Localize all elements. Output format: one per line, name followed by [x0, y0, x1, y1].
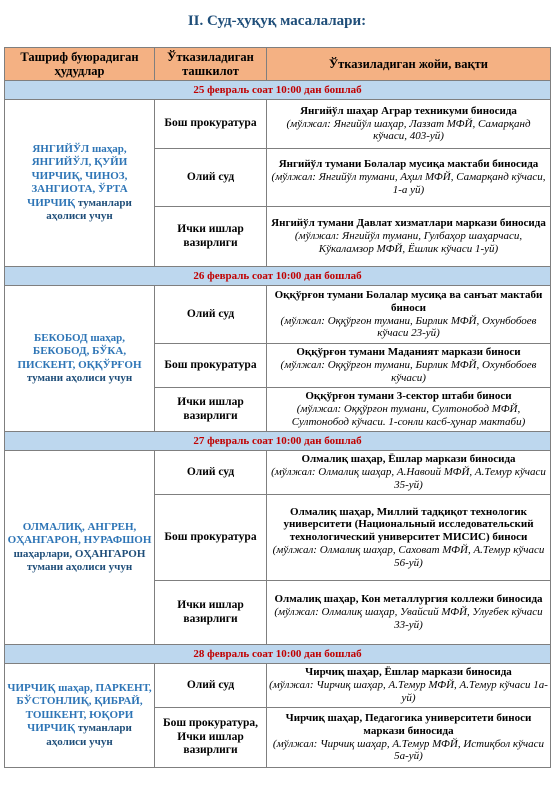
venue-name: Янгийўл шаҳар Аграр техникуми биносида	[300, 104, 517, 117]
venue-address: (мўлжал: Олмалиқ шаҳар, Саховат МФЙ, А.Темур кўчаси 56-уй)	[272, 543, 545, 569]
date-row	[5, 267, 551, 286]
org-cell: Олий суд	[155, 451, 267, 495]
org-cell: Олий суд	[155, 664, 267, 708]
org-cell: Олий суд	[155, 149, 267, 207]
table-row	[5, 664, 551, 708]
schedule-table	[4, 47, 551, 768]
district-names: ЯНГИЙЎЛ шаҳар, ЯНГИЙЎЛ, ҚУЙИ ЧИРЧИҚ, ЧИНОЗ, ЗАНГИОТА, ЎРТА ЧИРЧИҚ	[27, 142, 128, 209]
org-cell: Ички ишлар вазирлиги	[155, 388, 267, 432]
venue-address: (мўлжал: Оққўрғон тумани, Бирлик МФЙ, Охунбобоев кўчаси 23-уй)	[280, 314, 537, 340]
venue-address: (мўлжал: Янгийўл шаҳар, Лаззат МФЙ, Самарқанд кўчаси, 403-уй)	[286, 117, 531, 143]
header-district: Ташриф буюрадиган ҳудудлар	[5, 48, 155, 81]
venue-name: Оққўрғон тумани Маданият маркази биноси	[296, 346, 521, 359]
table-row	[5, 100, 551, 149]
venue-name: Янгийўл тумани Болалар мусиқа мактаби биносида	[278, 158, 539, 171]
header-place: Ўтказиладиган жойи, вақти	[267, 48, 551, 81]
district-suffix: шаҳарлари, ОҲАНГАРОН тумани аҳолиси учун	[13, 547, 146, 573]
venue-address: (мўлжал: Оққўрғон тумани, Бирлик МФЙ, Охунбобоев кўчаси)	[280, 359, 537, 384]
venue-address: (мўлжал: Олмалиқ шаҳар, А.Навоий МФЙ, А.Темур кўчаси 35-уй)	[271, 466, 546, 491]
place-cell	[267, 708, 551, 768]
place-cell	[267, 100, 551, 149]
district-cell	[5, 286, 155, 432]
venue-name: Олмалиқ шаҳар, Ёшлар маркази биносида	[301, 453, 516, 466]
place-cell	[267, 451, 551, 495]
district-suffix: тумани аҳолиси учун	[26, 372, 133, 384]
venue-name: Оққўрғон тумани 3-сектор штаби биноси	[305, 390, 512, 403]
date-cell: 25 февраль соат 10:00 дан бошлаб	[5, 81, 551, 100]
date-row	[5, 432, 551, 451]
org-cell: Ички ишлар вазирлиги	[155, 207, 267, 267]
place-cell	[267, 286, 551, 344]
district-names: БЕКОБОД шаҳар, БЕКОБОД, БЎКА, ПИСКЕНТ, ОҚҚЎРҒОН	[17, 331, 142, 371]
venue-name: Чирчиқ шаҳар, Ёшлар маркази биносида	[305, 666, 512, 679]
venue-address: (мўлжал: Олмалиқ шаҳар, Увайсий МФЙ, Улуғбек кўчаси 33-уй)	[274, 606, 543, 631]
place-cell	[267, 664, 551, 708]
venue-address: (мўлжал: Янгийўл тумани, Гулбаҳор шаҳарчаси, Кўкаламзор МФЙ, Ёшлик кўчаси 1-уй)	[294, 230, 523, 255]
section-title: II. Суд-ҳуқуқ масалалари:	[187, 13, 367, 29]
place-cell	[267, 344, 551, 388]
place-cell	[267, 388, 551, 432]
district-suffix: туманлари аҳолиси учун	[46, 722, 132, 748]
venue-name: Янгийўл тумани Давлат хизматлари маркази биносида	[271, 217, 546, 230]
venue-address: (мўлжал: Чирчиқ шаҳар, А.Темур МФЙ, Истиқбол кўчаси 5а-уй)	[272, 737, 545, 763]
table-row	[5, 286, 551, 344]
date-cell: 28 февраль соат 10:00 дан бошлаб	[5, 645, 551, 664]
place-cell	[267, 581, 551, 645]
venue-name: Оққўрғон тумани Болалар мусиқа ва санъат мактаби биноси	[274, 288, 543, 314]
district-names: ОЛМАЛИҚ, АНГРЕН, ОҲАНГАРОН, НУРАФШОН	[7, 520, 152, 546]
org-cell: Ички ишлар вазирлиги	[155, 581, 267, 645]
place-cell	[267, 207, 551, 267]
date-cell: 27 февраль соат 10:00 дан бошлаб	[5, 432, 551, 451]
district-cell	[5, 451, 155, 645]
venue-address: (мўлжал: Оққўрғон тумани, Султонобод МФЙ, Султонобод кўчаси. 1-сонли касб-ҳунар мактаби)	[291, 403, 526, 428]
district-names: ЧИРЧИҚ шаҳар, ПАРКЕНТ, БЎСТОНЛИҚ, ҚИБРАЙ, ТОШКЕНТ, ЮҚОРИ ЧИРЧИҚ	[7, 681, 152, 735]
date-row	[5, 645, 551, 664]
date-cell: 26 февраль соат 10:00 дан бошлаб	[5, 267, 551, 286]
date-row	[5, 81, 551, 100]
place-cell	[267, 495, 551, 581]
org-cell: Олий суд	[155, 286, 267, 344]
venue-name: Олмалиқ шаҳар, Кон металлургия коллежи биносида	[274, 593, 543, 606]
table-row	[5, 451, 551, 495]
district-suffix: туманлари аҳолиси учун	[46, 196, 132, 222]
org-cell: Бош прокуратура, Ички ишлар вазирлиги	[155, 708, 267, 768]
org-cell: Бош прокуратура	[155, 100, 267, 149]
header-org: Ўтказиладиган ташкилот	[155, 48, 267, 81]
district-cell	[5, 100, 155, 267]
table-header-row	[5, 48, 551, 81]
org-cell: Бош прокуратура	[155, 344, 267, 388]
district-cell	[5, 664, 155, 768]
venue-name: Олмалиқ шаҳар, Миллий тадқиқот технологик университети (Национальный исследовательский технологический университет МИСИС) биноси	[283, 505, 534, 544]
venue-address: (мўлжал: Янгийўл тумани, Аҳил МФЙ, Самарқанд кўчаси, 1-а уй)	[271, 171, 546, 196]
org-cell: Бош прокуратура	[155, 495, 267, 581]
place-cell	[267, 149, 551, 207]
venue-name: Чирчиқ шаҳар, Педагогика университети биноси маркази биносида	[285, 711, 532, 737]
venue-address: (мўлжал: Чирчиқ шаҳар, А.Темур МФЙ, А.Темур кўчаси 1а-уй)	[269, 679, 548, 704]
